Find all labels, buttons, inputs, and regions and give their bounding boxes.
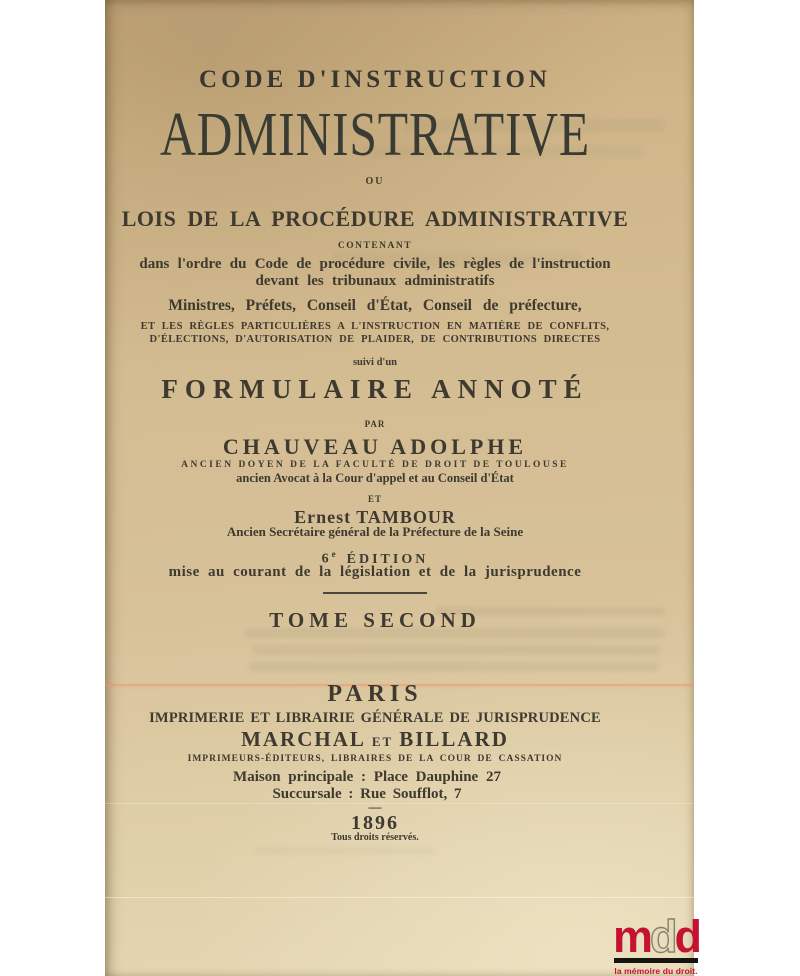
subtitle: LOIS DE LA PROCÉDURE ADMINISTRATIVE	[121, 206, 629, 231]
description-line4: ET LES RÈGLES PARTICULIÈRES A L'INSTRUCTION EN MATIÈRE DE CONFLITS,	[140, 321, 610, 332]
imprint-address2: Succursale : Rue Soufflot, 7	[272, 786, 462, 802]
mdd-logo	[611, 911, 701, 976]
author1-title2: ancien Avocat à la Cour d'appel et au Conseil d'État	[236, 471, 514, 485]
publisher-name1: MARCHAL	[241, 727, 366, 751]
publisher-et: ET	[371, 734, 394, 749]
suivi-label: suivi d'un	[352, 357, 398, 368]
imprint-dash: —	[368, 799, 382, 814]
description-line2: devant les tribunaux administratifs	[255, 273, 495, 289]
imprint-publisher	[105, 727, 645, 751]
contenant-label: CONTENANT	[337, 241, 413, 251]
edition-note: mise au courant de la législation et de la jurisprudence	[168, 564, 582, 580]
book-title-line2: ADMINISTRATIVE	[159, 101, 591, 169]
author2-name: Ernest TAMBOUR	[294, 507, 456, 527]
separator-rule	[323, 592, 427, 594]
edition-superscript: e	[331, 549, 339, 559]
publisher-name2: BILLARD	[399, 727, 509, 751]
et-label: ET	[367, 494, 382, 504]
mdd-letter-d-outline: d	[650, 911, 675, 962]
imprint-line3: IMPRIMEURS-ÉDITEURS, LIBRAIRES DE LA COUR DE CASSATION	[187, 754, 563, 764]
rights-notice: Tous droits réservés.	[331, 832, 419, 843]
formulaire-title: FORMULAIRE ANNOTÉ	[161, 374, 589, 404]
author1-title1: ANCIEN DOYEN DE LA FACULTÉ DE DROIT DE TOULOUSE	[181, 460, 569, 470]
mdd-wordmark	[611, 911, 701, 962]
description-line5: D'ÉLECTIONS, D'AUTORISATION DE PLAIDER, DE CONTRIBUTIONS DIRECTES	[149, 334, 601, 345]
ou-label: OU	[365, 176, 385, 187]
author1-name: CHAUVEAU ADOLPHE	[222, 434, 528, 459]
imprint-line1: IMPRIMERIE ET LIBRAIRIE GÉNÉRALE DE JURISPRUDENCE	[149, 710, 601, 726]
imprint-city: PARIS	[327, 681, 423, 707]
imprint-address1: Maison principale : Place Dauphine 27	[233, 769, 501, 785]
imprint-year: 1896	[351, 812, 399, 834]
edition-word: ÉDITION	[346, 551, 429, 567]
description-line3: Ministres, Préfets, Conseil d'État, Conseil de préfecture,	[168, 297, 582, 314]
mdd-letter-d: d	[674, 911, 699, 962]
author2-title: Ancien Secrétaire général de la Préfecture de la Seine	[226, 524, 524, 539]
book-title-line1: CODE D'INSTRUCTION	[199, 66, 551, 93]
mdd-letter-m: m	[612, 911, 650, 962]
edition-number: 6	[321, 551, 332, 567]
description-line1: dans l'ordre du Code de procédure civile, les règles de l'instruction	[139, 256, 611, 272]
mdd-tagline: la mémoire du droit.	[614, 966, 698, 976]
tome-label: TOME SECOND	[269, 608, 481, 632]
book-page	[105, 0, 699, 976]
par-label: PAR	[364, 419, 386, 429]
title-page-text	[105, 0, 645, 976]
